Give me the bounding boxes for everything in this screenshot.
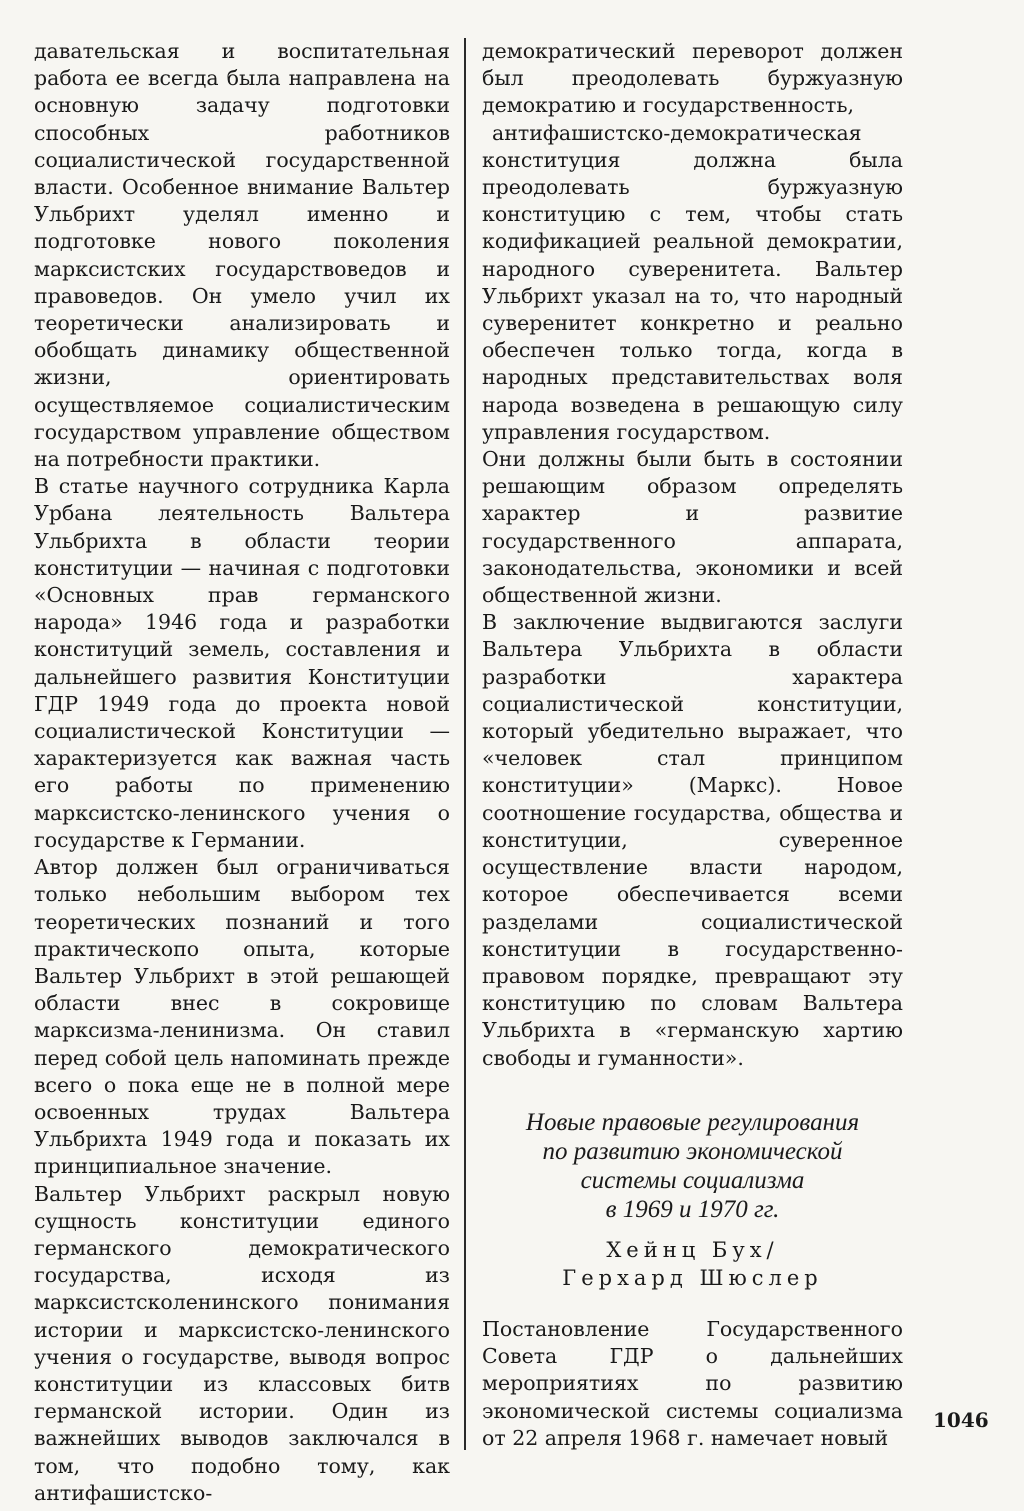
author-1: Хейнц Бух/ (606, 1238, 779, 1262)
article-title-line-1: Новые правовые регулирования (525, 1109, 860, 1136)
right-paragraph-1: демократический переворот должен был преодолевать буржуазную демократию и государственность, (482, 39, 903, 118)
right-paragraph-3: Они должны были быть в состоянии решающим образом определять характер и развитие государственного аппарата, законодательства, экономики и всей общественной жизни. (482, 447, 903, 608)
left-column (34, 38, 450, 1507)
article-title (482, 1108, 903, 1224)
left-paragraph-2: В статье научного сотрудника Карла Урбана леятельность Вальтера Ульбрихта в области теории конституции — начиная с подготовки «Основных прав германского народа» 1946 года и разработки конституций земель, составления и дальнейшего развития Конституции ГДР 1949 года до проекта новой социалистической Конституции — характеризуется как важная часть его работы по применению марксистско-ленинского учения о государстве к Германии. (34, 474, 450, 852)
column-divider (464, 38, 466, 1450)
article-title-line-2: по развитию экономической (542, 1138, 843, 1165)
left-paragraph-4: Вальтер Ульбрихт раскрыл новую сущность конституции единого германского демократического государства, исходя из марксистсколенинского понимания истории и марксистско-ленинского учения о государстве, выводя вопрос конституции из классовых битв германской истории. Один из важнейших выводов заключался в том, что подобно тому, как антифашистско- (34, 1181, 450, 1505)
article-title-line-3: системы социализма (580, 1167, 805, 1194)
left-paragraph-3: Автор должен был ограничиваться только небольшим выбором тех теоретических познаний и того практическопо опыта, которые Вальтер Ульбрихт в этой решающей области внес в сокровище марксизма-ленинизма. Он ставил перед собой цель напоминать прежде всего о пока еще не в полной мере освоенных трудах Вальтера Ульбрихта 1949 года и показать их принципиальное значение. (34, 855, 450, 1179)
article-intro-paragraph: Постановление Государственного Совета ГДР о дальнейших мероприятиях по развитию экономической системы социализма от 22 апреля 1968 г. намечает новый (482, 1317, 903, 1450)
left-paragraph-1: давательская и воспитательная работа ее всегда была направлена на основную задачу подготовки способных работников социалистической государственной власти. Особенное внимание Вальтер Ульбрихт уделял именно и подготовке нового поколения марксистских государствоведов и правоведов. Он умело учил их теоретически анализировать и обобщать динамику общественной жизни, ориентировать осуществляемое социалистическим государством управление обществом на потребности практики. (34, 39, 450, 472)
article-title-line-4: в 1969 и 1970 гг. (605, 1196, 780, 1223)
article-intro (482, 1316, 903, 1452)
right-paragraph-2: антифашистско-демократическая конституция должна была преодолевать буржуазную конституцию с тем, чтобы стать кодификацией реальной демократии, народного суверенитета. Вальтер Ульбрихт указал на то, что народный суверенитет конкретно и реально обеспечен только тогда, когда в народных представительствах воля народа возведена в решающую силу управления государством. (482, 120, 903, 444)
page-number: 1046 (933, 1408, 989, 1432)
author-2: Герхард Шюслер (562, 1266, 823, 1290)
right-column (482, 38, 903, 1072)
article-authors (482, 1236, 903, 1292)
right-paragraph-4: В заключение выдвигаются заслуги Вальтера Ульбрихта в области разработки характера социалистической конституции, который убедительно выражает, что «человек стал принципом конституции» (Маркс). Новое соотношение государства, общества и конституции, суверенное осуществление власти народом, которое обеспечивается всеми разделами социалистической конституции в государственно-правовом порядке, превращают эту конституцию по словам Вальтера Ульбрихта в «германскую хартию свободы и гуманности». (482, 610, 903, 1070)
